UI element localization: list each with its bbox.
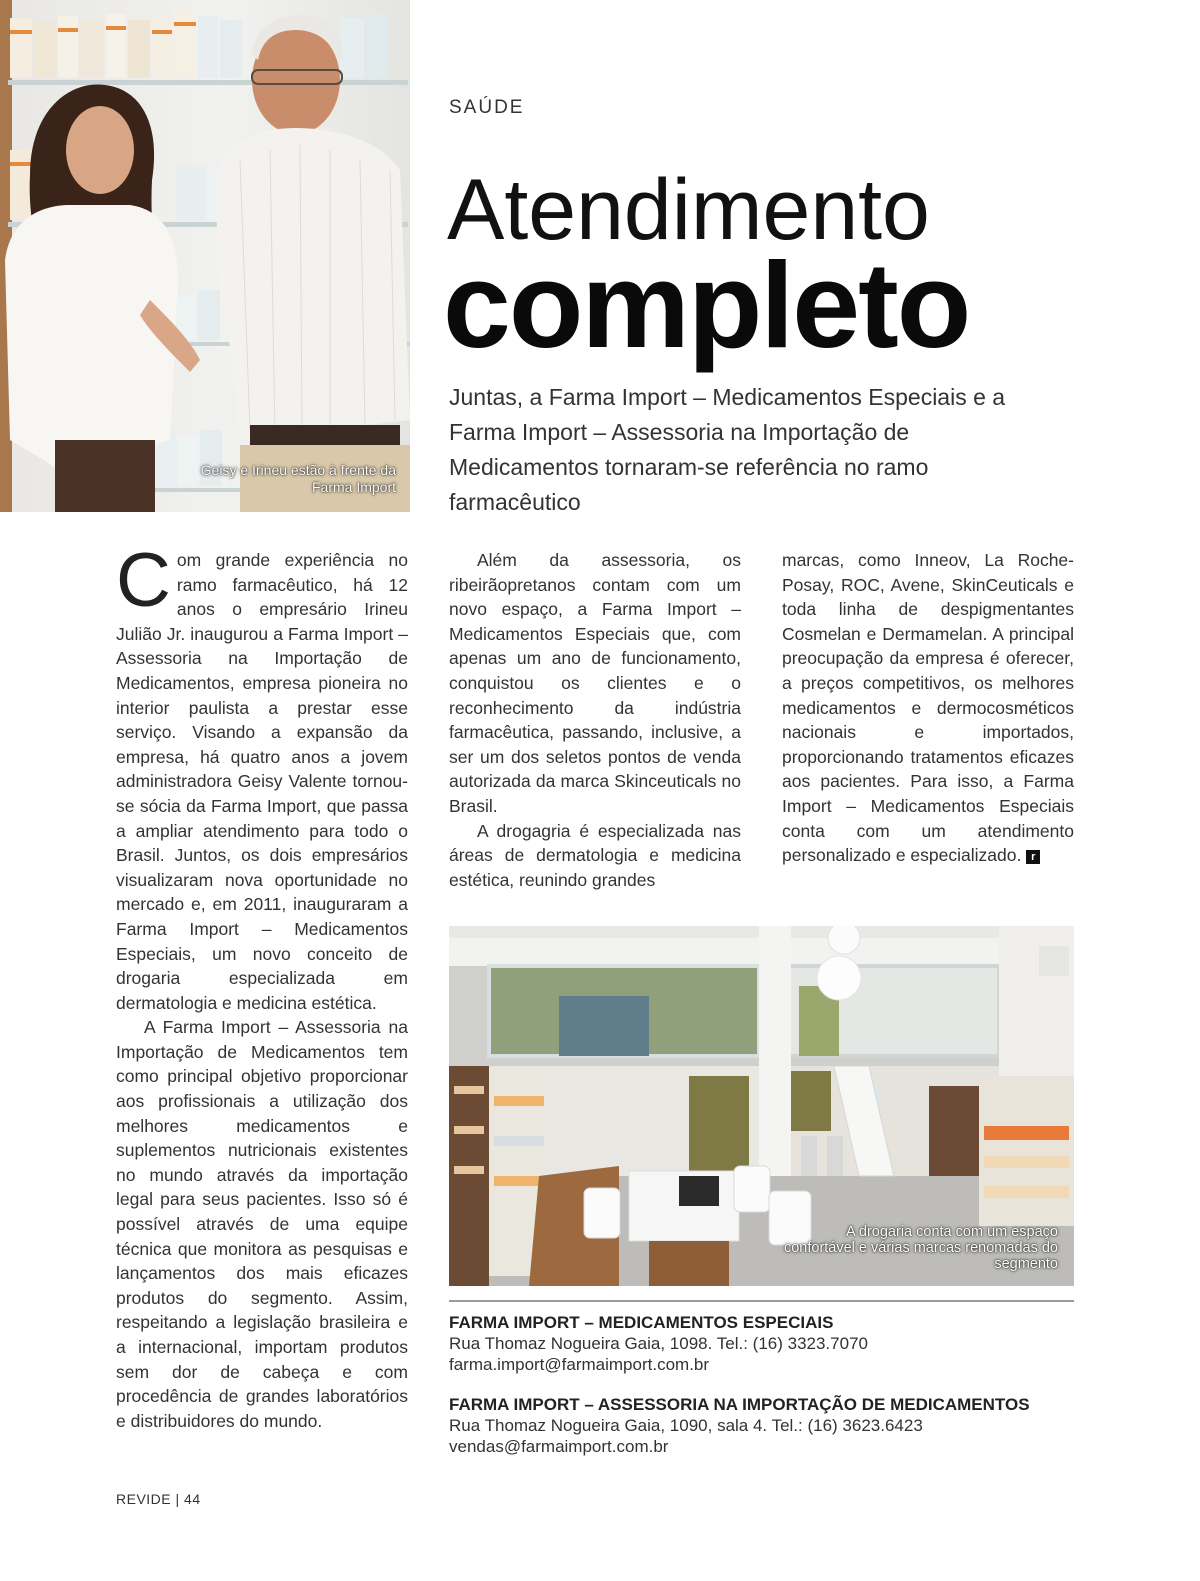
article-column-1 xyxy=(116,538,408,1433)
article-paragraph xyxy=(116,538,408,1015)
photo-caption: A drogaria conta com um espaço confortável e várias marcas renomadas do segmento xyxy=(783,1224,1058,1272)
contact-name: FARMA IMPORT – MEDICAMENTOS ESPECIAIS xyxy=(449,1313,834,1332)
contact-address: Rua Thomaz Nogueira Gaia, 1090, sala 4. Tel.: (16) 3623.6423 xyxy=(449,1416,923,1435)
divider xyxy=(449,1300,1074,1302)
contact-address: Rua Thomaz Nogueira Gaia, 1098. Tel.: (16) 3323.7070 xyxy=(449,1334,868,1353)
photo-owners-illustration xyxy=(0,0,410,512)
article-column-3 xyxy=(782,548,1074,868)
contact-block xyxy=(449,1312,1089,1375)
contact-name: FARMA IMPORT – ASSESSORIA NA IMPORTAÇÃO DE MEDICAMENTOS xyxy=(449,1395,1030,1414)
contact-block xyxy=(449,1394,1089,1457)
title-line-2: completo xyxy=(443,237,970,373)
article-paragraph: A drogagria é especializada nas áreas de dermatologia e medicina estética, reunindo grandes xyxy=(449,820,741,890)
end-mark-icon: r xyxy=(1026,850,1040,864)
photo-caption: Geisy e Irineu estão à frente da Farma Import xyxy=(200,462,396,495)
photo-owners xyxy=(0,0,410,512)
paragraph-text: marcas, como Inneov, La Roche-Posay, ROC, Avene, SkinCeuticals e toda linha de despigmentantes Cosmelan e Dermamelan. A principal preocupação da empresa é oferecer, a preços competitivos, os melhores medicamentos e dermocosméticos nacionais e importados, proporcionando tratamentos eficazes aos pacientes. Para isso, a Farma Import – Medicamentos Especiais conta com um atendimento personalizado e especializado. xyxy=(782,550,1074,866)
paragraph-text: om grande experiência no ramo farmacêutico, há 12 anos o empresário Irineu Julião Jr. inaugurou a Farma Import – Assessoria na Importação de Medicamentos, empresa pioneira no interior paulista a prestar esse serviço. Visando a expansão da empresa, há quatro anos a jovem administradora Geisy Valente tornou-se sócia da Farma Import, que passa a ampliar atendimento para todo o Brasil. Juntos, os dois empresários visualizaram nova oportunidade no mercado e, em 2011, inauguraram a Farma Import – Medicamentos Especiais, um novo conceito de drogaria especializada em dermatologia e medicina estética. xyxy=(116,550,408,1013)
lead-paragraph: Juntas, a Farma Import – Medicamentos Especiais e a Farma Import – Assessoria na Importação de Medicamentos tornaram-se referência no ramo farmacêutico xyxy=(449,384,1006,515)
title-line-1: Atendimento xyxy=(447,162,930,258)
section-label: SAÚDE xyxy=(449,97,525,118)
article-paragraph: Além da assessoria, os ribeirãopretanos contam com um novo espaço, a Farma Import – Medicamentos Especiais que, com apenas um ano de funcionamento, conquistou os clientes e o reconhecimento da indústria farmacêutica, passando, inclusive, a ser um dos seletos pontos de venda autorizada da marca Skinceuticals no Brasil. xyxy=(449,550,741,816)
page-footer: REVIDE | 44 xyxy=(116,1491,201,1507)
contact-email[interactable]: vendas@farmaimport.com.br xyxy=(449,1437,669,1456)
photo-store-interior xyxy=(449,926,1074,1286)
drop-cap: C xyxy=(116,538,171,623)
article-paragraph: A Farma Import – Assessoria na Importação de Medicamentos tem como principal objetivo proporcionar aos profissionais a utilização dos melhores medicamentos e suplementos nutricionais existentes no mundo através da importação legal para seus pacientes. Isso só é possível através de uma equipe técnica que monitora as pesquisas e lançamentos dos mais eficazes produtos do segmento. Assim, respeitando a legislação brasileira e a internacional, importam produtos sem dor de cabeça e com procedência de grandes laboratórios e distribuidores do mundo. xyxy=(116,1017,408,1431)
article-column-2 xyxy=(449,548,741,892)
article-paragraph xyxy=(782,548,1074,868)
contact-email[interactable]: farma.import@farmaimport.com.br xyxy=(449,1355,710,1374)
